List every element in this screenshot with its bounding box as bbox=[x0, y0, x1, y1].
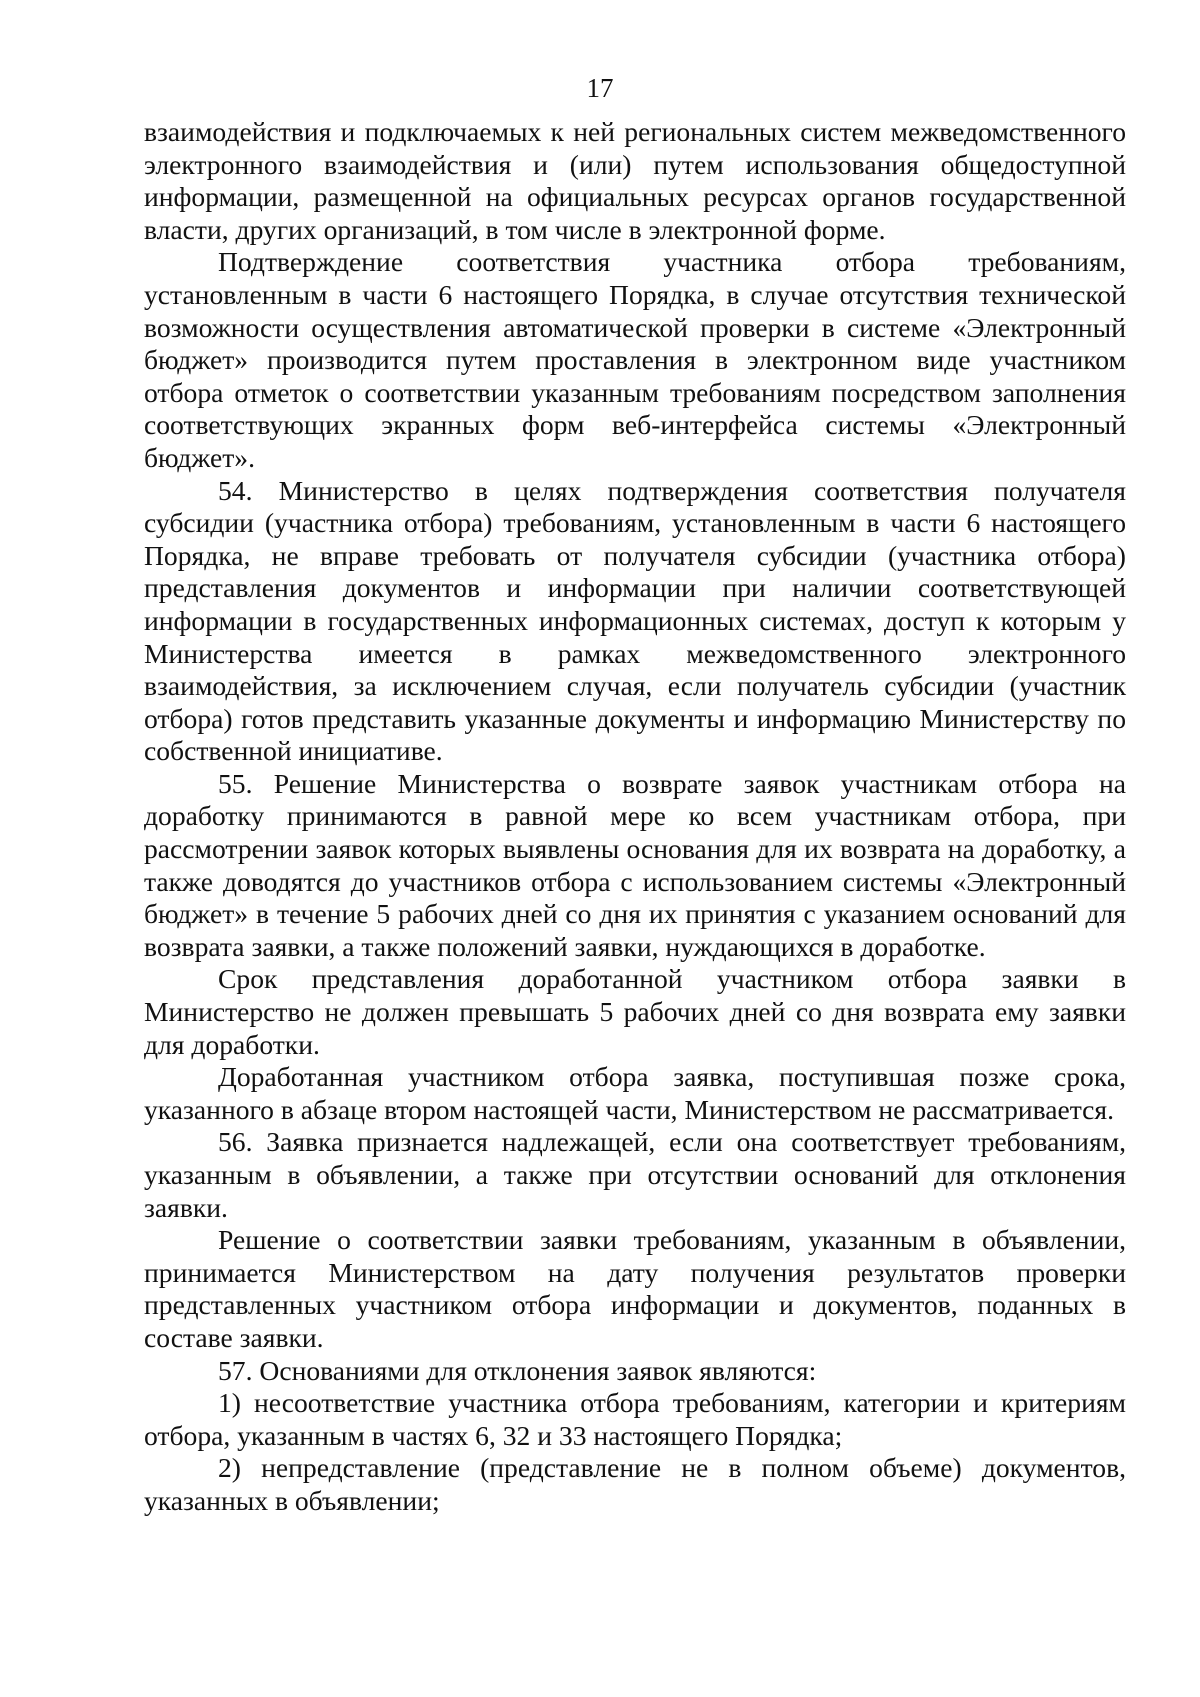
page-number: 17 bbox=[586, 73, 614, 103]
paragraph-55: 55. Решение Министерства о возврате заявок участникам отбора на доработку принимаются в равной мере ко всем участникам отбора, при рассмотрении заявок которых выявлены основания для их возврата на доработку, а также доводятся до участников отбора с использованием системы «Электронный бюджет» в течение 5 рабочих дней со дня их принятия с указанием оснований для возврата заявки, а также положений заявки, нуждающихся в доработке. bbox=[144, 767, 1126, 962]
document-body bbox=[144, 116, 1126, 1518]
paragraph-confirmation: Подтверждение соответствия участника отбора требованиям, установленным в части 6 настоящего Порядка, в случае отсутствия технической возможности осуществления автоматической проверки в системе «Электронный бюджет» производится путем проставления в электронном виде участником отбора отметок о соответствии указанным требованиям посредством заполнения соответствующих экранных форм веб-интерфейса системы «Электронный бюджет». bbox=[144, 246, 1126, 473]
list-item-2: 2) непредставление (представление не в полном объеме) документов, указанных в объявлении; bbox=[144, 1452, 1126, 1516]
list-item-1: 1) несоответствие участника отбора требованиям, категории и критериям отбора, указанным в частях 6, 32 и 33 настоящего Порядка; bbox=[144, 1387, 1126, 1451]
paragraph-57: 57. Основаниями для отклонения заявок являются: bbox=[218, 1354, 817, 1386]
paragraph-55-late: Доработанная участником отбора заявка, поступившая позже срока, указанного в абзаце втором настоящей части, Министерством не рассматривается. bbox=[144, 1061, 1126, 1125]
paragraph-55-deadline: Срок представления доработанной участником отбора заявки в Министерство не должен превышать 5 рабочих дней со дня возврата ему заявки для доработки. bbox=[144, 963, 1126, 1060]
paragraph-continuation: взаимодействия и подключаемых к ней региональных систем межведомственного электронного взаимодействия и (или) путем использования общедоступной информации, размещенной на официальных ресурсах органов государственной власти, других организаций, в том числе в электронной форме. bbox=[144, 116, 1126, 245]
paragraph-56: 56. Заявка признается надлежащей, если она соответствует требованиям, указанным в объявлении, а также при отсутствии оснований для отклонения заявки. bbox=[144, 1126, 1126, 1223]
paragraph-54: 54. Министерство в целях подтверждения соответствия получателя субсидии (участника отбора) требованиям, установленным в части 6 настоящего Порядка, не вправе требовать от получателя субсидии (участника отбора) представления документов и информации при наличии соответствующей информации в государственных информационных системах, доступ к которым у Министерства имеется в рамках межведомственного электронного взаимодействия, за исключением случая, если получатель субсидии (участник отбора) готов представить указанные документы и информацию Министерству по собственной инициативе. bbox=[144, 474, 1126, 767]
paragraph-56-decision: Решение о соответствии заявки требованиям, указанным в объявлении, принимается Министерством на дату получения результатов проверки представленных участником отбора информации и документов, поданных в составе заявки. bbox=[144, 1224, 1126, 1353]
